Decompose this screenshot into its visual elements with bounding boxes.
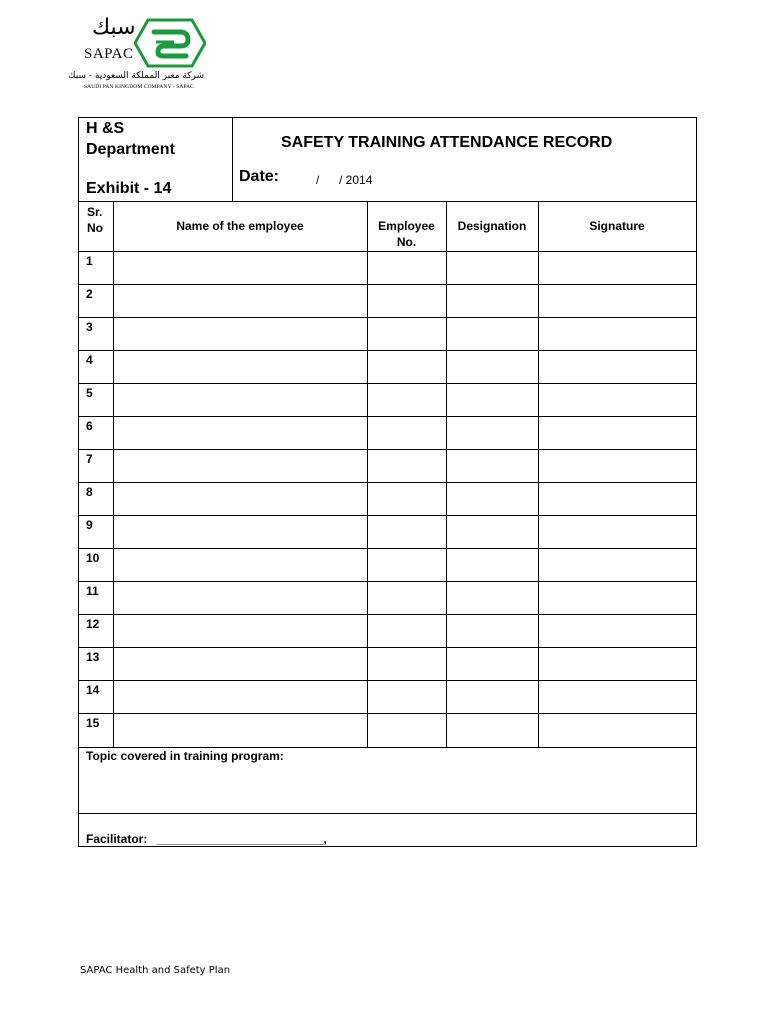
row-number: 8 [86, 485, 93, 499]
header-divider [232, 118, 233, 201]
rows-bottom-line [79, 747, 696, 748]
row-number: 5 [86, 386, 93, 400]
row-number: 11 [86, 584, 99, 598]
row-number: 10 [86, 551, 100, 565]
table-row [79, 284, 696, 317]
company-logo [68, 15, 212, 94]
row-number: 3 [86, 320, 93, 334]
row-number: 14 [86, 683, 100, 697]
row-number: 15 [86, 716, 100, 730]
page-footer: SAPAC Health and Safety Plan [80, 965, 231, 976]
row-number: 4 [86, 353, 93, 367]
facilitator-field [86, 832, 327, 846]
date-label: Date: [239, 168, 280, 185]
facilitator-label: Facilitator: [86, 832, 148, 846]
topic-label: Topic covered in training program: [86, 749, 284, 763]
col-designation: Designation [457, 219, 527, 233]
row-number: 2 [86, 287, 93, 301]
attendance-form [78, 117, 697, 847]
facilitator-blank: _________________________, [156, 832, 327, 846]
col-employee-name: Name of the employee [176, 219, 304, 233]
date-slash: / [316, 173, 320, 187]
row-number: 12 [86, 617, 100, 631]
table-row [79, 251, 696, 284]
table-row [79, 713, 696, 746]
row-number: 6 [86, 419, 93, 433]
table-row [79, 449, 696, 482]
header-bottom-line [79, 201, 696, 202]
department-label: H &S Department [86, 120, 175, 158]
col-employee-no: Employee No. [378, 219, 435, 249]
table-row [79, 515, 696, 548]
row-number: 13 [86, 650, 100, 664]
col-sr-no: Sr. No [87, 205, 103, 235]
row-number: 9 [86, 518, 93, 532]
exhibit-label: Exhibit - 14 [86, 180, 172, 197]
table-row [79, 350, 696, 383]
table-row [79, 581, 696, 614]
logo-english-company: SAUDI PAN KINGDOM COMPANY - SAPAC [84, 84, 194, 90]
table-row [79, 317, 696, 350]
table-row [79, 416, 696, 449]
table-row [79, 680, 696, 713]
row-number: 7 [86, 452, 93, 466]
table-row [79, 383, 696, 416]
table-row [79, 647, 696, 680]
form-title: SAFETY TRAINING ATTENDANCE RECORD [281, 134, 613, 151]
table-row [79, 548, 696, 581]
logo-arabic-company: شركة معبر المملكة السعودية - سبك [68, 71, 204, 81]
row-number: 1 [86, 254, 93, 268]
date-value: / 2014 [339, 173, 373, 187]
table-row [79, 482, 696, 515]
table-row [79, 614, 696, 647]
topic-bottom-line [79, 813, 696, 814]
logo-latin-name: SAPAC [84, 46, 134, 62]
logo-mark-icon [134, 18, 206, 68]
col-signature: Signature [589, 219, 645, 233]
logo-arabic-name: سبك [92, 15, 136, 40]
